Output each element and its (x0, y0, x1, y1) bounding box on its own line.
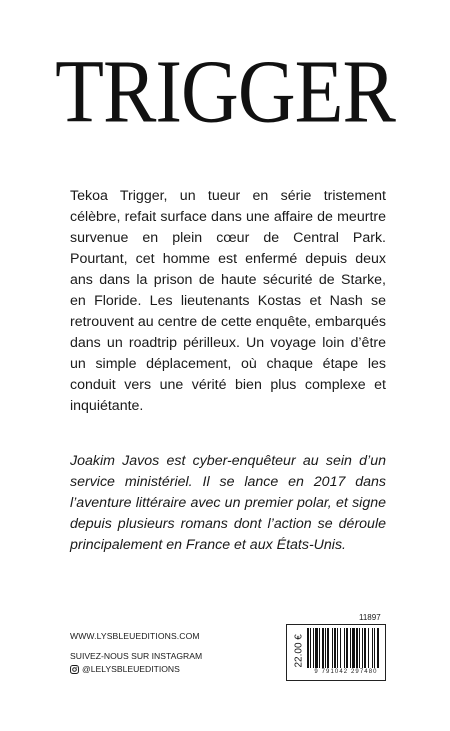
instagram-follow-label: SUIVEZ-NOUS SUR INSTAGRAM (70, 651, 203, 661)
barcode-bar (313, 628, 314, 668)
barcode-bar (332, 628, 333, 668)
barcode-bar (310, 628, 311, 668)
barcode-bar (372, 628, 373, 668)
instagram-line (70, 664, 180, 674)
barcode-bar (325, 628, 326, 668)
book-title: TRIGGER (55, 43, 395, 142)
barcode-bar (327, 628, 329, 668)
barcode-bar (356, 628, 358, 668)
barcode-bar (337, 628, 338, 668)
barcode-bar (307, 628, 309, 668)
barcode-bar (346, 628, 348, 668)
instagram-handle: @LELYSBLEUEDITIONS (82, 664, 180, 674)
barcode-bar (340, 628, 341, 668)
reference-number: 11897 (359, 613, 381, 622)
barcode-bar (315, 628, 318, 668)
barcode-bar (374, 628, 375, 668)
barcode-bar (352, 628, 355, 668)
barcode-bar (368, 628, 369, 668)
barcode-bar (377, 628, 379, 668)
barcode-bar (322, 628, 324, 668)
barcode-bar (362, 628, 363, 668)
barcode-bar (364, 628, 366, 668)
publisher-website: WWW.LYSBLEUEDITIONS.COM (70, 631, 200, 641)
barcode-graphic (306, 628, 383, 668)
barcode-bar (344, 628, 345, 668)
price-label: 22.00 € (293, 634, 305, 668)
barcode-bar (350, 628, 351, 668)
barcode-bar (334, 628, 336, 668)
barcode-bar (319, 628, 320, 668)
synopsis-text: Tekoa Trigger, un tueur en série tristement célèbre, refait surface dans une affaire de meurtre survenue en plein cœur de Central Park. Pourtant, cet homme est enfermé depuis deux ans dans la prison de haute sécurité de Starke, en Floride. Les lieutenants Kostas et Nash se retrouvent au centre de cette enquête, embarqués dans un roadtrip périlleux. Un voyage loin d’être un simple déplacement, où chaque étape les conduit vers une vérité bien plus complexe et inquiétante. (70, 188, 386, 414)
barcode-bar (359, 628, 360, 668)
barcode-digits: 9 791042 297480 (314, 669, 378, 675)
instagram-icon (70, 665, 79, 674)
author-bio: Joakim Javos est cyber-enquêteur au sein d’un service ministériel. Il se lance en 2017 dans l’aventure littéraire avec un premier polar, et signe depuis plusieurs romans dont l’action se déroule principalement en France et aux États-Unis. (70, 453, 386, 553)
